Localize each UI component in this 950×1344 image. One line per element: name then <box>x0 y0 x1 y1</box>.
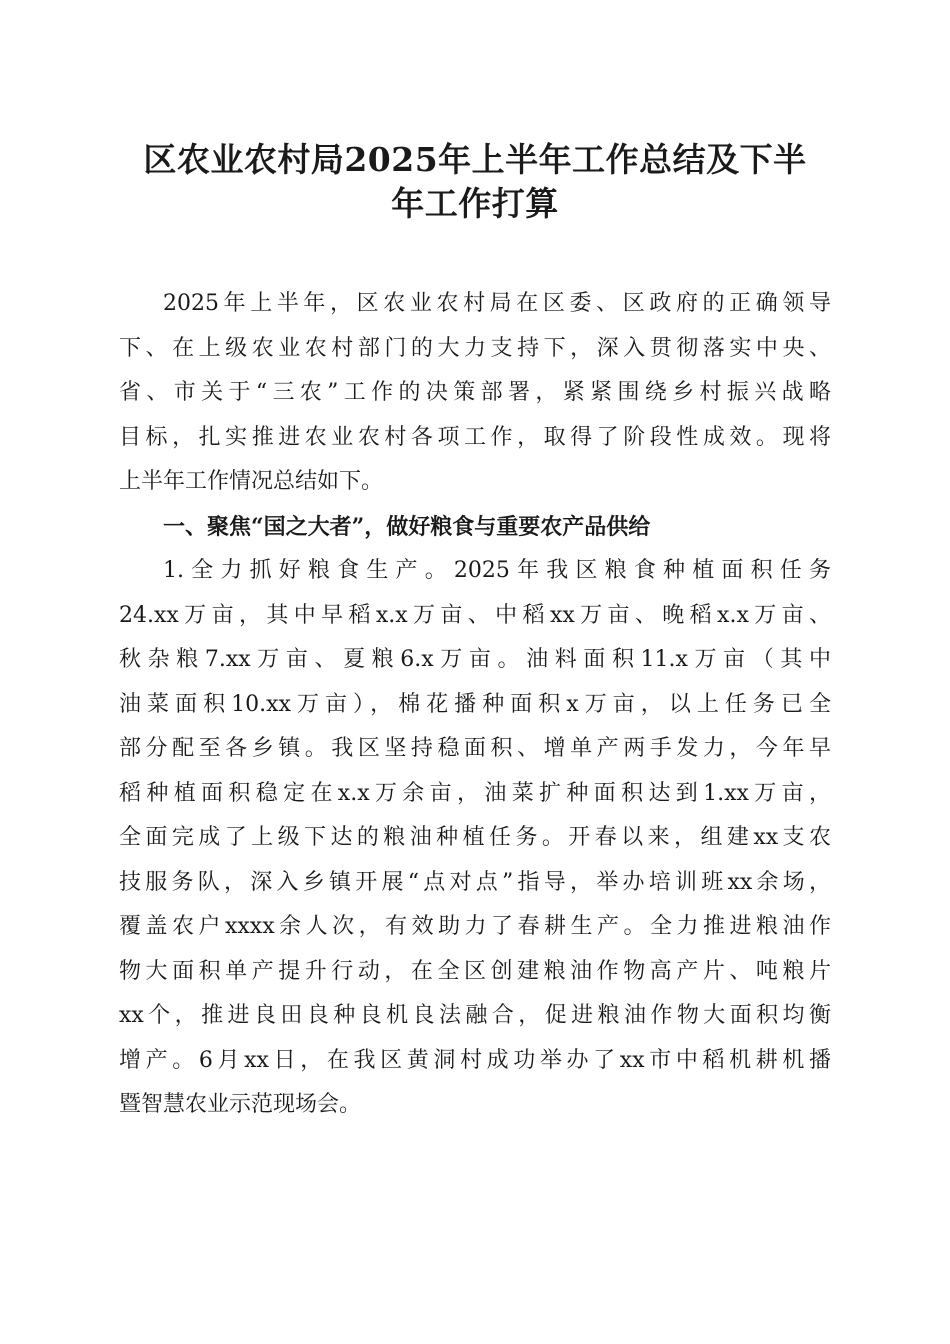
text-line: 油菜面积10.xx万亩），棉花播种面积x万亩，以上任务已全 <box>119 691 831 717</box>
item-paragraph <box>119 549 831 1128</box>
title-line: 区农业农村局2025年上半年工作总结及下半 <box>143 140 807 179</box>
document-page <box>119 138 831 1128</box>
text-line: 上半年工作情况总结如下。 <box>119 469 384 494</box>
text-line: 24.xx万亩，其中早稻x.x万亩、中稻xx万亩、晚稻x.x万亩、 <box>119 602 831 628</box>
text-line: 省、市关于“三农”工作的决策部署，紧紧围绕乡村振兴战略 <box>119 380 831 405</box>
text-line: 部分配至各乡镇。我区坚持稳面积、增单产两手发力，今年早 <box>119 736 831 761</box>
text-line: 稻种植面积稳定在x.x万余亩，油菜扩种面积达到1.xx万亩， <box>119 780 831 806</box>
text-line: 下、在上级农业农村部门的大力支持下，深入贯彻落实中央、 <box>119 335 831 361</box>
intro-paragraph <box>119 282 831 505</box>
text-line: 秋杂粮7.xx万亩、夏粮6.x万亩。油料面积11.x万亩（其中 <box>119 647 831 672</box>
text-line: 覆盖农户xxxx余人次，有效助力了春耕生产。全力推进粮油作 <box>119 914 831 939</box>
text-line: 目标，扎实推进农业农村各项工作，取得了阶段性成效。现将 <box>119 424 831 450</box>
text-line: 全面完成了上级下达的粮油种植任务。开春以来，组建xx支农 <box>119 825 831 850</box>
text-line: 技服务队，深入乡镇开展“点对点”指导，举办培训班xx余场， <box>119 869 831 895</box>
text-line: 1.全力抓好粮食生产。2025年我区粮食种植面积任务 <box>163 558 831 583</box>
title-line: 年工作打算 <box>391 184 559 223</box>
section-heading: 一、聚焦“国之大者”，做好粮食与重要农产品供给 <box>163 513 651 540</box>
text-line: xx个，推进良田良种良机良法融合，促进粮油作物大面积均衡 <box>119 1003 831 1028</box>
document-body <box>119 282 831 1128</box>
text-line: 增产。6月xx日，在我区黄洞村成功举办了xx市中稻机耕机播 <box>119 1047 831 1073</box>
text-line: 物大面积单产提升行动，在全区创建粮油作物高产片、吨粮片 <box>119 958 831 984</box>
text-line: 2025年上半年，区农业农村局在区委、区政府的正确领导 <box>163 291 831 316</box>
document-title <box>119 138 831 226</box>
text-line: 暨智慧农业示范现场会。 <box>119 1092 362 1117</box>
